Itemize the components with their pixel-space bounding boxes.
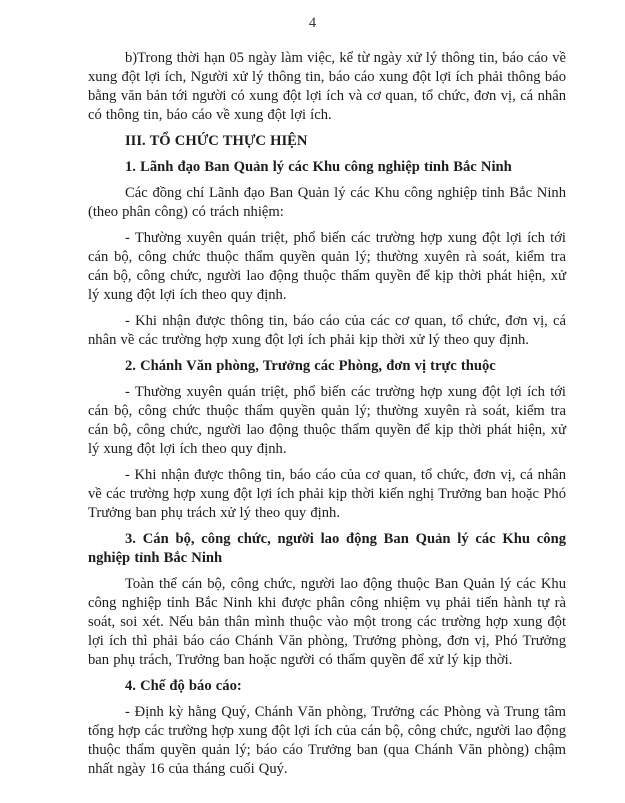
paragraph-reporting-schedule: - Định kỳ hằng Quý, Chánh Văn phòng, Trưởng các Phòng và Trung tâm tổng hợp các trường hợp xung đột lợi ích của cán bộ, công chức, người lao động thuộc thẩm quyền quản lý; báo cáo Trưởng ban (qua Chánh Văn phòng) chậm nhất ngày 16 của tháng cuối Quý. [88, 704, 566, 777]
paragraph-clause-b: b)Trong thời hạn 05 ngày làm việc, kể từ ngày xử lý thông tin, báo cáo về xung đột lợi ích, Người xử lý thông tin, báo cáo xung đột lợi ích phải thông báo bằng văn bản tới người có xung đột lợi ích và cơ quan, tổ chức, đơn vị, cá nhân có thông tin, báo cáo về xung đột lợi ích. [88, 50, 566, 123]
heading-item-3-staff: 3. Cán bộ, công chức, người lao động Ban Quản lý các Khu công nghiệp tỉnh Bắc Ninh [88, 531, 566, 566]
paragraph-leadership-intro: Các đồng chí Lãnh đạo Ban Quản lý các Khu công nghiệp tỉnh Bắc Ninh (theo phân công) có trách nhiệm: [88, 185, 566, 220]
paragraph-office-duty-1: - Thường xuyên quán triệt, phổ biến các trường hợp xung đột lợi ích tới cán bộ, công chức thuộc thẩm quyền quản lý; thường xuyên rà soát, kiểm tra cán bộ, công chức, người lao động thuộc thẩm quyền để kịp thời phát hiện, xử lý xung đột lợi ích theo quy định. [88, 384, 566, 457]
paragraph-office-duty-2: - Khi nhận được thông tin, báo cáo của cơ quan, tổ chức, đơn vị, cá nhân về các trường hợp xung đột lợi ích phải kịp thời kiến nghị Trưởng ban hoặc Phó Trưởng ban phụ trách xử lý theo quy định. [88, 467, 566, 521]
paragraph-leadership-duty-1: - Thường xuyên quán triệt, phổ biến các trường hợp xung đột lợi ích tới cán bộ, công chức thuộc thẩm quyền quản lý; thường xuyên rà soát, kiểm tra cán bộ, công chức, người lao động thuộc thẩm quyền để kịp thời phát hiện, xử lý xung đột lợi ích theo quy định. [88, 230, 566, 303]
document-body [88, 49, 566, 779]
heading-item-4-reporting: 4. Chế độ báo cáo: [125, 678, 242, 694]
heading-item-2-chief-of-office: 2. Chánh Văn phòng, Trưởng các Phòng, đơn vị trực thuộc [125, 358, 496, 374]
heading-item-1-leadership: 1. Lãnh đạo Ban Quản lý các Khu công nghiệp tỉnh Bắc Ninh [125, 159, 512, 175]
page-number: 4 [308, 15, 317, 31]
paragraph-leadership-duty-2: - Khi nhận được thông tin, báo cáo của các cơ quan, tổ chức, đơn vị, cá nhân về các trường hợp xung đột lợi ích phải kịp thời xử lý theo quy định. [88, 313, 566, 348]
heading-section-iii: III. TỔ CHỨC THỰC HIỆN [125, 133, 308, 149]
paragraph-staff-duty: Toàn thể cán bộ, công chức, người lao động thuộc Ban Quản lý các Khu công nghiệp tỉnh Bắc Ninh khi được phân công nhiệm vụ phải tiến hành tự rà soát, soi xét. Nếu bản thân mình thuộc vào một trong các trường hợp xung đột lợi ích thì phải báo cáo Chánh Văn phòng, Trưởng phòng, đơn vị, Phó Trưởng ban phụ trách, Trưởng ban hoặc người có thẩm quyền để xử lý kịp thời. [88, 576, 566, 668]
